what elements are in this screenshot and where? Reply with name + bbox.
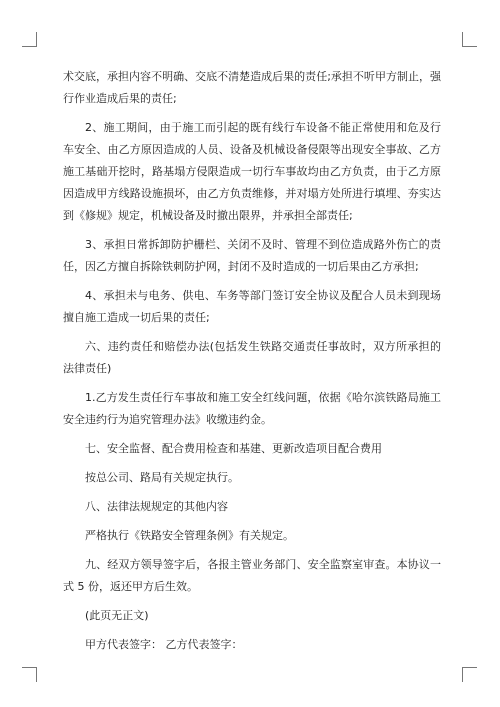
crop-mark-bottom-right: [462, 667, 477, 682]
paragraph-section-7-rule: 按总公司、路局有关规定执行。: [85, 471, 239, 484]
section-heading-9-signing: 九、经双方领导签字后，各报主管业务部门、安全监察室审查。本协议一式 5 份，返还甲方后生效。: [63, 558, 441, 593]
paragraph-item-3-fence-responsibility: 3、承担日常拆卸防护栅栏、关闭不及时、管理不到位造成路外伤亡的责任，因乙方擅自拆除铁刺防护网，封闭不及时造成的一切后果由乙方承担;: [63, 238, 441, 273]
paragraph-item-1-penalty: 1.乙方发生责任行车事故和施工安全红线问题，依据《哈尔滨铁路局施工安全违约行为追究管理办法》收缴违约金。: [63, 391, 441, 426]
section-heading-8-legal: 八、法律法规规定的其他内容: [85, 500, 228, 513]
paragraph-section-8-rule: 严格执行《铁路安全管理条例》有关规定。: [85, 529, 294, 542]
crop-mark-top-right: [462, 32, 477, 47]
paragraph-item-2-construction-period: 2、施工期间，由于施工而引起的既有线行车设备不能正常使用和危及行车安全、由乙方原因造成的人员、设备及机械设备侵限等出现安全事故、乙方施工基础开挖时，路基塌方侵限造成一切行车事故均由乙方负责，由于乙方原因造成甲方线路设施损坏，由乙方负责维修，并对塌方处所进行填埋、夯实达到《修规》规定，机械设备及时撤出限界，并承担全部责任;: [63, 121, 441, 222]
document-body: [63, 66, 441, 663]
paragraph-item-4-safety-agreement: 4、承担未与电务、供电、车务等部门签订安全协议及配合人员未到现场擅自施工造成一切后果的责任;: [63, 289, 441, 324]
section-heading-7-supervision: 七、安全监督、配合费用检查和基建、更新改造项目配合费用: [85, 442, 382, 455]
no-body-text-note: (此页无正文): [85, 609, 149, 622]
crop-mark-top-left: [22, 32, 37, 47]
paragraph-continued-responsibilities: 术交底，承担内容不明确、交底不清楚造成后果的责任;承担不听甲方制止，强行作业造成后果的责任;: [63, 70, 441, 105]
crop-mark-bottom-left: [22, 667, 37, 682]
signature-line: 甲方代表签字： 乙方代表签字：: [85, 638, 243, 651]
section-heading-6-liability: 六、违约责任和赔偿办法(包括发生铁路交通责任事故时，双方所承担的法律责任): [63, 340, 441, 375]
